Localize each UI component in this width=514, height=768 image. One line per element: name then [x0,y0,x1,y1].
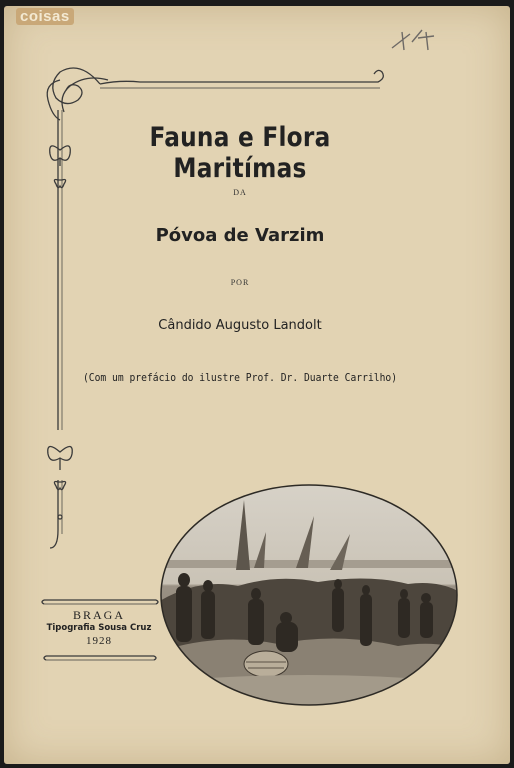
connector-por: POR [230,278,250,287]
place-name: Póvoa de Varzim [155,225,325,246]
imprint-year: 1928 [86,635,112,647]
preface-note: (Com um prefácio do ilustre Prof. Dr. Duarte Carrilho) [82,372,398,384]
connector-da: DA [233,188,247,197]
watermark-logo: coisas [16,8,74,25]
pencil-annotation [388,28,438,54]
imprint-city: BRAGA [72,608,125,622]
author-name: Cândido Augusto Landolt [158,318,322,333]
imprint-press: Tipografia Sousa Cruz [46,623,152,633]
cover-photo [158,482,460,708]
book-title: Fauna e Flora Maritímas [149,122,331,184]
